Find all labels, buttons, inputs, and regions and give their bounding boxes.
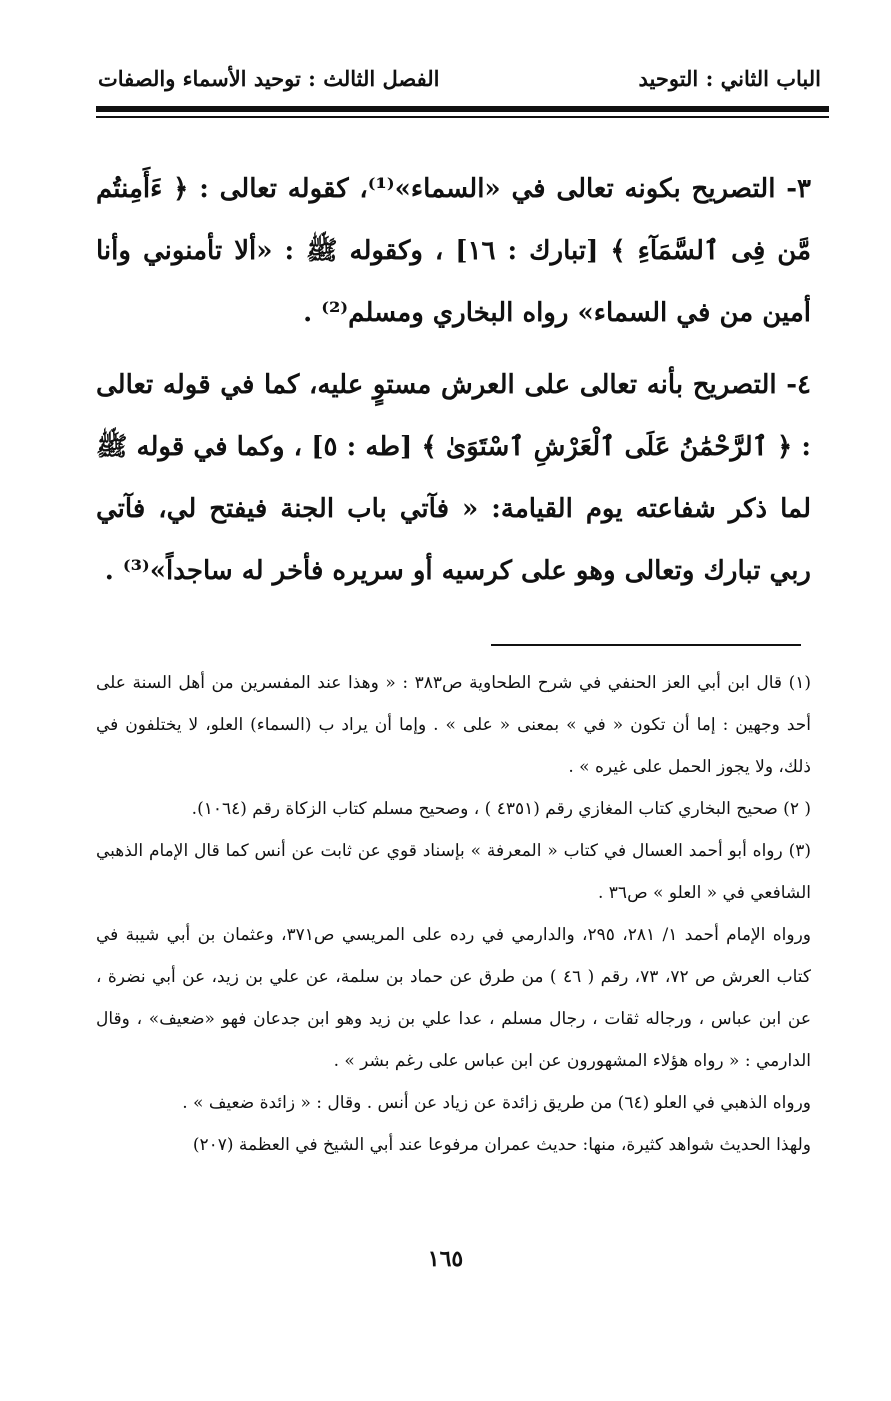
footnote-3-continued-3: ولهذا الحديث شواهد كثيرة، منها: حديث عمران مرفوعا عند أبي الشيخ في العظمة (٢٠٧) [192, 1135, 811, 1155]
header-section-title: الفصل الثالث : توحيد الأسماء والصفات [98, 65, 440, 91]
paragraph-4: ٤- التصريح بأنه تعالى على العرش مستوٍ عليه، كما في قوله تعالى : ﴿ ٱلرَّحْمَٰنُ عَلَى ٱلْعَرْشِ ٱسْتَوَىٰ ﴾ [طه : ٥] ، وكما في قوله ﷺ لما ذكر شفاعته يوم القيامة: « فآتي باب الجنة فيفتح لي، فآتي ربي تبارك وتعالى وهو على كرسيه أو سريره فأخر له ساجداً»⁽³⁾ . [96, 370, 811, 586]
paragraph-3: ٣- التصريح بكونه تعالى في «السماء»⁽¹⁾، كقوله تعالى : ﴿ ءَأَمِنتُم مَّن فِى ٱلسَّمَآءِ ﴾ [تبارك : ١٦] ، وكقوله ﷺ : «ألا تأمنوني وأنا أمين من في السماء» رواه البخاري ومسلم⁽²⁾ . [96, 174, 812, 328]
footnote-separator [491, 644, 801, 646]
header-chapter-title: الباب الثاني : التوحيد [638, 65, 821, 91]
footnote-3-continued-2: ورواه الذهبي في العلو (٦٤) من طريق زائدة عن زياد عن أنس . وقال : « زائدة ضعيف » . [182, 1093, 811, 1113]
header-rule-thick [96, 106, 829, 112]
footnotes [96, 662, 811, 1166]
footnote-3-continued: ورواه الإمام أحمد ١/ ٢٨١، ٢٩٥، والدارمي في رده على المريسي ص٣٧١، وعثمان بن أبي شيبة في كتاب العرش ص ٧٢، ٧٣، رقم ( ٤٦ ) من طرق عن حماد بن سلمة، عن علي بن زيد، عن أبي نضرة ، عن ابن عباس ، ورجاله ثقات ، رجال مسلم ، عدا علي بن زيد وهو ابن جدعان فهو «ضعيف» ، وقال الدارمي : « رواه هؤلاء المشهورون عن ابن عباس على رغم بشر » . [96, 925, 812, 1071]
main-text [96, 158, 811, 606]
footnote-1: (١) قال ابن أبي العز الحنفي في شرح الطحاوية ص٣٨٣ : « وهذا عند المفسرين من أهل السنة على أحد وجهين : إما أن تكون « في » بمعنى « على » . وإما أن يراد ب (السماء) العلو، لا يختلفون في ذلك، ولا يجوز الحمل على غيره » . [96, 673, 811, 777]
page-number: ١٦٥ [427, 1246, 464, 1272]
header-rule-thin [96, 116, 829, 118]
footnote-3: (٣) رواه أبو أحمد العسال في كتاب « المعرفة » بإسناد قوي عن ثابت عن أنس كما قال الإمام الذهبي الشافعي في « العلو » ص٣٦ . [96, 841, 811, 903]
running-header [98, 58, 821, 98]
footnote-2: ( ٢) صحيح البخاري كتاب المغازي رقم (٤٣٥١ ) ، وصحيح مسلم كتاب الزكاة رقم (١٠٦٤). [191, 799, 811, 819]
